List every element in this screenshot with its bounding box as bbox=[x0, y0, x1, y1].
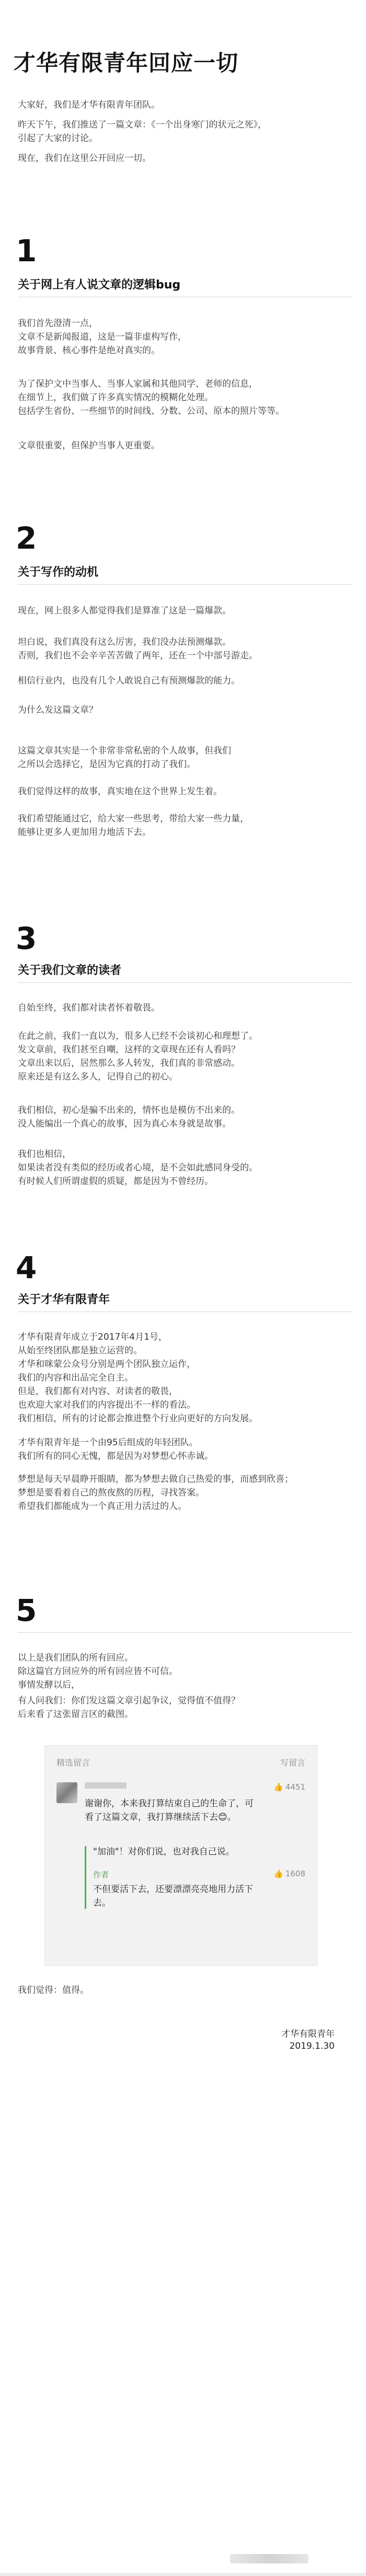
intro-paragraph: 现在，我们在这里公开回应一切。 bbox=[18, 153, 151, 164]
like-count[interactable]: 👍 1608 bbox=[273, 1869, 305, 1878]
section-paragraph: 现在，网上很多人都觉得我们是算准了这是一篇爆款。 bbox=[18, 606, 231, 616]
signature-date: 2019.1.30 bbox=[289, 2041, 335, 2051]
section-heading: 关于我们文章的读者 bbox=[18, 964, 122, 977]
section-paragraph: 在此之前，我们一直以为，很多人已经不会谈初心和理想了。 发文章前，我们甚至自嘲，这样的文章现在还有人看吗？ 文章出来以后，居然那么多人转发，我们真的非常感动。 原来还是有这么多人，记得自己的初心。 bbox=[18, 1031, 258, 1082]
section-paragraph: 才华有限青年成立于2017年4月1号， 从始至终团队都是独立运营的。 才华和咪蒙公众号分别是两个团队独立运作， 我们的内容和出品完全自主。 但是，我们都有对内容、对读者的敬畏， 也欢迎大家对我们的内容提出不一样的看法。 我们相信，所有的讨论都会推进整个行业向更好的方向发展。 bbox=[18, 1332, 258, 1424]
blurred-username bbox=[85, 1782, 127, 1789]
closing-text: 我们觉得：值得。 bbox=[18, 1985, 89, 1995]
section-paragraph: 为什么发这篇文章？ bbox=[18, 705, 98, 715]
section-paragraph: 我们也相信， 如果读者没有类似的经历或者心境，是不会如此感同身受的。 有时候人们所谓虚假的质疑，都是因为不曾经历。 bbox=[18, 1149, 258, 1187]
comment-screenshot-card bbox=[44, 1745, 317, 1966]
author-reply: "加油"！对你们说，也对我自己说。 bbox=[93, 1847, 235, 1857]
signature-name: 才华有限青年 bbox=[281, 2029, 335, 2039]
section-paragraph: 我们觉得这样的故事，真实地在这个世界上发生着。 bbox=[18, 786, 222, 797]
section-heading: 关于写作的动机 bbox=[18, 566, 99, 579]
section-paragraph: 以上是我们团队的所有回应。 除这篇官方回应外的所有回应皆不可信。 事情发酵以后， bbox=[18, 1653, 178, 1690]
section-heading: 关于网上有人说文章的逻辑bug bbox=[18, 279, 181, 292]
section-paragraph: 自始至终，我们都对读者怀着敬畏。 bbox=[18, 1003, 160, 1013]
section-number: 3 bbox=[16, 921, 37, 956]
watermark bbox=[230, 2554, 308, 2563]
author-reply: 不但要活下去，还要漂漂亮亮地用力活下去。 bbox=[93, 1884, 253, 1908]
section-paragraph: 为了保护文中当事人、当事人家属和其他同学、老师的信息， 在细节上，我们做了许多真实情况的模糊化处理。 包括学生省份、一些细节的时间线、分数、公司、原本的照片等等。 bbox=[18, 379, 284, 416]
section-paragraph: 相信行业内，也没有几个人敢说自己有预测爆款的能力。 bbox=[18, 676, 240, 686]
section-number: 5 bbox=[16, 1593, 37, 1628]
section-divider bbox=[18, 982, 352, 983]
section-paragraph: 坦白说，我们真没有这么厉害，我们没办法预测爆款。 否则，我们也不会辛辛苦苦做了两年，还在一个中部号游走。 bbox=[18, 637, 258, 661]
section-paragraph: 才华有限青年是一个由95后组成的年轻团队。 我们所有的同心无愧，都是因为对梦想心怀赤诚。 bbox=[18, 1437, 213, 1461]
write-comment-link[interactable]: 写留言 bbox=[280, 1758, 305, 1768]
article-title: 才华有限青年回应一切 bbox=[14, 50, 239, 76]
section-paragraph: 我们首先澄清一点， 文章不是新闻报道，这是一篇非虚构写作， 故事背景、核心事件是绝对真实的。 bbox=[18, 318, 187, 356]
section-paragraph: 我们相信，初心是骗不出来的，情怀也是模仿不出来的。 没人能编出一个真心的故事，因为真心本身就是故事。 bbox=[18, 1105, 240, 1129]
like-count[interactable]: 👍 4451 bbox=[273, 1782, 305, 1792]
comment-text: 谢谢你，本来我打算结束自己的生命了，可看了这篇文章，我打算继续活下去😊。 bbox=[85, 1798, 254, 1823]
thumb-up-icon: 👍 bbox=[273, 1782, 283, 1792]
section-paragraph: 我们希望能通过它，给大家一些思考，带给大家一些力量， 能够让更多人更加用力地活下去。 bbox=[18, 814, 249, 838]
section-number: 1 bbox=[16, 233, 37, 269]
intro-paragraph: 大家好，我们是才华有限青年团队。 bbox=[18, 100, 160, 110]
section-divider bbox=[18, 584, 352, 585]
author-tag: 作者 bbox=[93, 1870, 109, 1879]
avatar bbox=[56, 1782, 77, 1803]
featured-comments-label: 精选留言 bbox=[56, 1758, 90, 1768]
comment-card-header bbox=[56, 1756, 305, 1768]
section-paragraph: 这篇文章其实是一个非常非常私密的个人故事，但我们 之所以会选择它，是因为它真的打动了我们。 bbox=[18, 746, 231, 770]
section-paragraph: 有人问我们：你们发这篇文章引起争议，觉得值不值得？ 后来看了这张留言区的截图。 bbox=[18, 1696, 240, 1720]
section-divider bbox=[18, 1632, 352, 1633]
section-number: 4 bbox=[16, 1250, 37, 1285]
section-heading: 关于才华有限青年 bbox=[18, 1293, 110, 1306]
section-number: 2 bbox=[16, 520, 37, 556]
thumb-up-icon: 👍 bbox=[273, 1869, 283, 1878]
section-paragraph: 文章很重要，但保护当事人更重要。 bbox=[18, 440, 160, 451]
section-paragraph: 梦想是每天早晨睁开眼睛，都为梦想去做自己热爱的事，而感到欣喜； 梦想是要看着自己的熬夜熬的历程，寻找答案。 希望我们都能成为一个真正用力活过的人。 bbox=[18, 1474, 293, 1512]
reply-indicator bbox=[85, 1846, 86, 1909]
intro-paragraph: 昨天下午，我们推送了一篇文章：《一个出身寒门的状元之死》， 引起了大家的讨论。 bbox=[18, 120, 267, 144]
bottom-bar bbox=[0, 2573, 366, 2576]
